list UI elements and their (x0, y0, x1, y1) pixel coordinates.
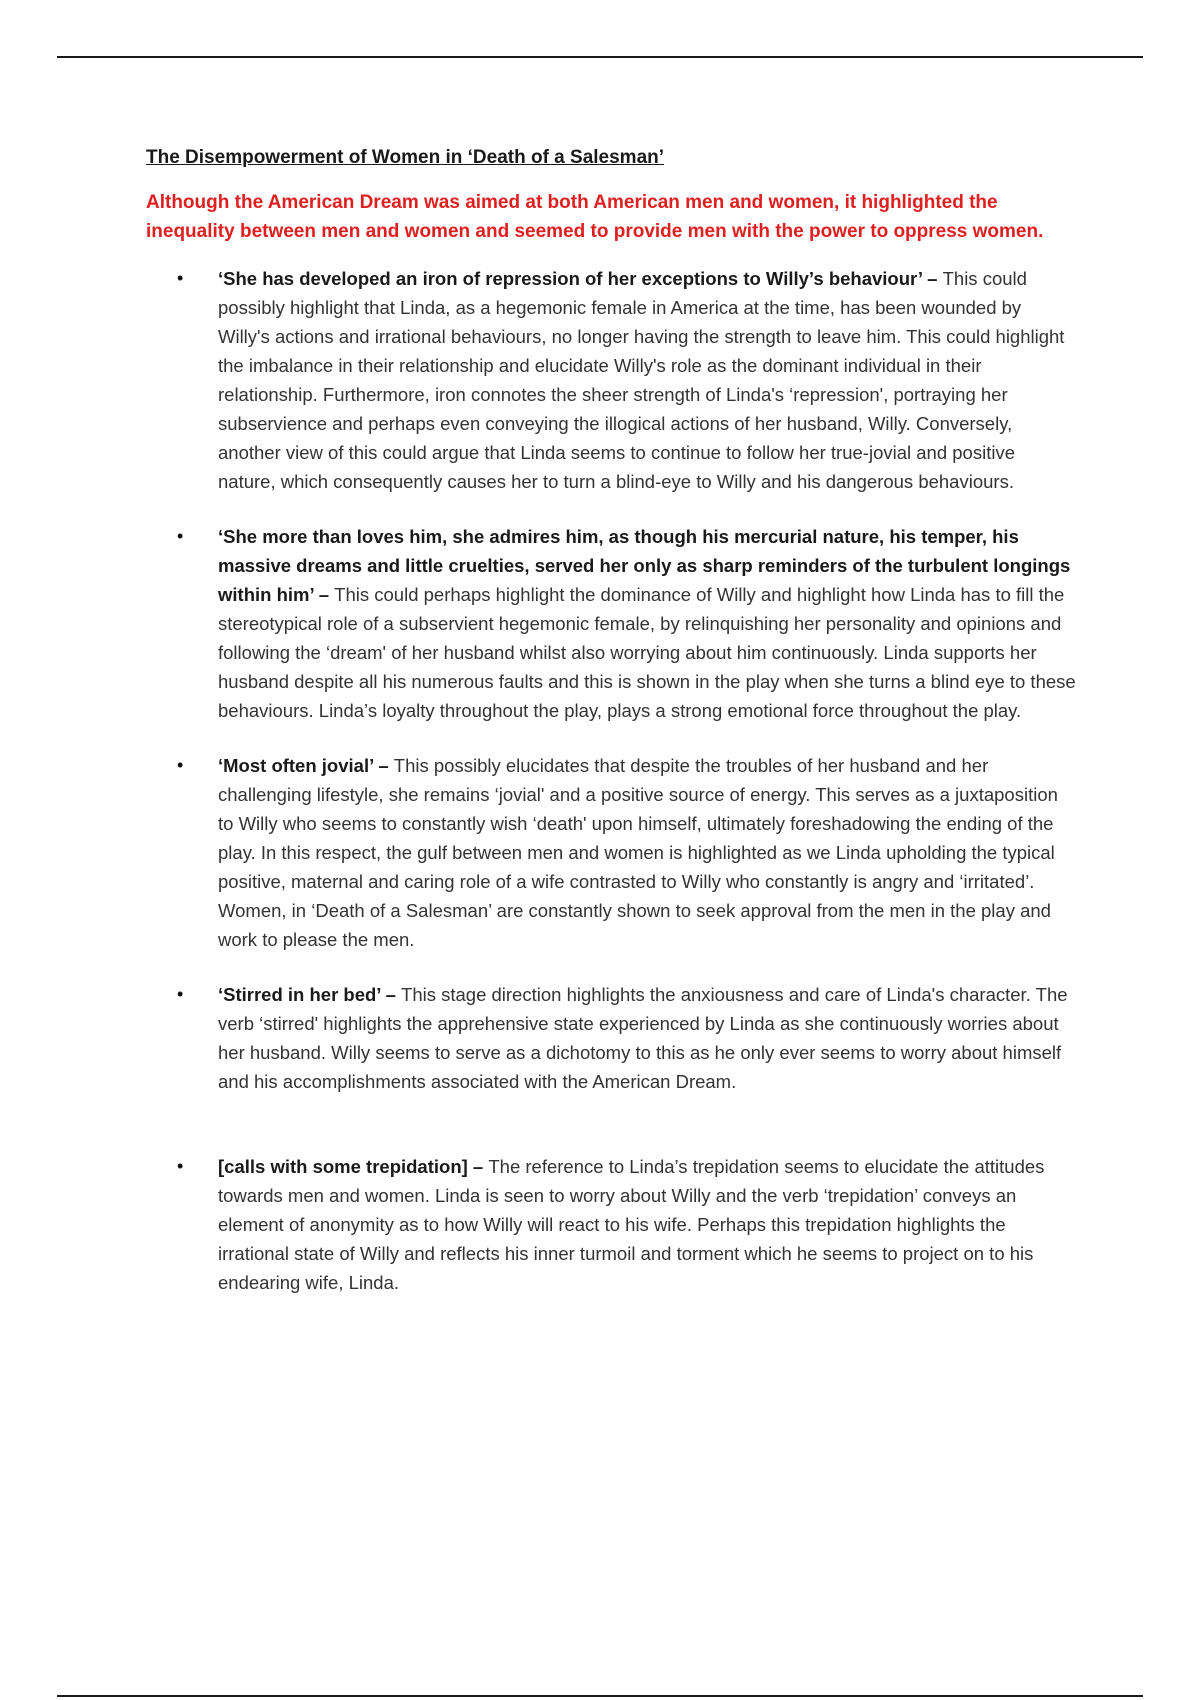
bullet-icon: • (177, 268, 184, 288)
bullet-icon: • (177, 755, 184, 775)
quote-text: [calls with some trepidation] (218, 1156, 468, 1177)
document-body (146, 146, 1076, 1297)
analysis-text: The reference to Linda’s trepidation seems to elucidate the attitudes towards men and women. Linda is seen to worry about Willy and the verb ‘trepidation’ conveys an element of anonymity as to how Willy will react to his wife. Perhaps this trepidation highlights the irrational state of Willy and reflects his inner turmoil and torment which he seems to project on to his endearing wife, Linda. (218, 1156, 1045, 1293)
analysis-text: This could possibly highlight that Linda, as a hegemonic female in America at the time, has been wounded by Willy's actions and irrational behaviours, no longer having the strength to leave him. This could highlight the imbalance in their relationship and elucidate Willy's role as the dominant individual in their relationship. Furthermore, iron connotes the sheer strength of Linda's ‘repression', portraying her subservience and perhaps even conveying the illogical actions of her husband, Willy. Conversely, another view of this could argue that Linda seems to continue to follow her true-jovial and positive nature, which consequently causes her to turn a blind-eye to Willy and his dangerous behaviours. (218, 268, 1065, 492)
analysis-point-3 (146, 751, 1076, 954)
quote-text: ‘She has developed an iron of repression of her exceptions to Willy’s behaviour’ (218, 268, 923, 289)
analysis-point-2 (146, 522, 1076, 725)
dash-separator: – (922, 268, 943, 289)
quote-text: ‘Most often jovial’ (218, 755, 374, 776)
analysis-text: This possibly elucidates that despite the troubles of her husband and her challenging lifestyle, she remains ‘jovial' and a positive source of energy. This serves as a juxtaposition to Willy who seems to constantly wish ‘death' upon himself, ultimately foreshadowing the ending of the play. In this respect, the gulf between men and women is highlighted as we Linda upholding the typical positive, maternal and caring role of a wife contrasted to Willy who constantly is angry and ‘irritated’. Women, in ‘Death of a Salesman’ are constantly shown to seek approval from the men in the play and work to please the men. (218, 755, 1058, 950)
dash-separator: – (467, 1156, 489, 1177)
top-horizontal-rule (57, 56, 1143, 58)
quote-text: ‘Stirred in her bed’ (218, 984, 381, 1005)
quote-text: ‘She more than loves him, she admires him, as though his mercurial nature, his temper, his massive dreams and little cruelties, served her only as sharp reminders of the turbulent longings within him’ (218, 526, 1071, 605)
dash-separator: – (373, 755, 394, 776)
intro-paragraph: Although the American Dream was aimed at both American men and women, it highlighted the inequality between men and women and seemed to provide men with the power to oppress women. (146, 192, 1044, 242)
analysis-points-list (146, 264, 1076, 1297)
bullet-icon: • (177, 526, 184, 546)
analysis-text: This stage direction highlights the anxiousness and care of Linda's character. The verb ‘stirred' highlights the apprehensive state experienced by Linda as she continuously worries about her husband. Willy seems to serve as a dichotomy to this as he only ever seems to worry about himself and his accomplishments associated with the American Dream. (218, 984, 1068, 1092)
dash-separator: – (380, 984, 402, 1005)
bottom-horizontal-rule (57, 1695, 1143, 1697)
bullet-icon: • (177, 1156, 184, 1176)
dash-separator: – (313, 584, 335, 605)
analysis-point-1 (146, 264, 1076, 496)
bullet-icon: • (177, 984, 184, 1004)
document-title: The Disempowerment of Women in ‘Death of a Salesman’ (146, 147, 665, 168)
analysis-point-5 (146, 1152, 1076, 1297)
analysis-text: This could perhaps highlight the dominance of Willy and highlight how Linda has to fill the stereotypical role of a subservient hegemonic female, by relinquishing her personality and opinions and following the ‘dream' of her husband whilst also worrying about him continuously. Linda supports her husband despite all his numerous faults and this is shown in the play when she turns a blind eye to these behaviours. Linda’s loyalty throughout the play, plays a strong emotional force throughout the play. (218, 584, 1076, 721)
analysis-point-4 (146, 980, 1076, 1096)
